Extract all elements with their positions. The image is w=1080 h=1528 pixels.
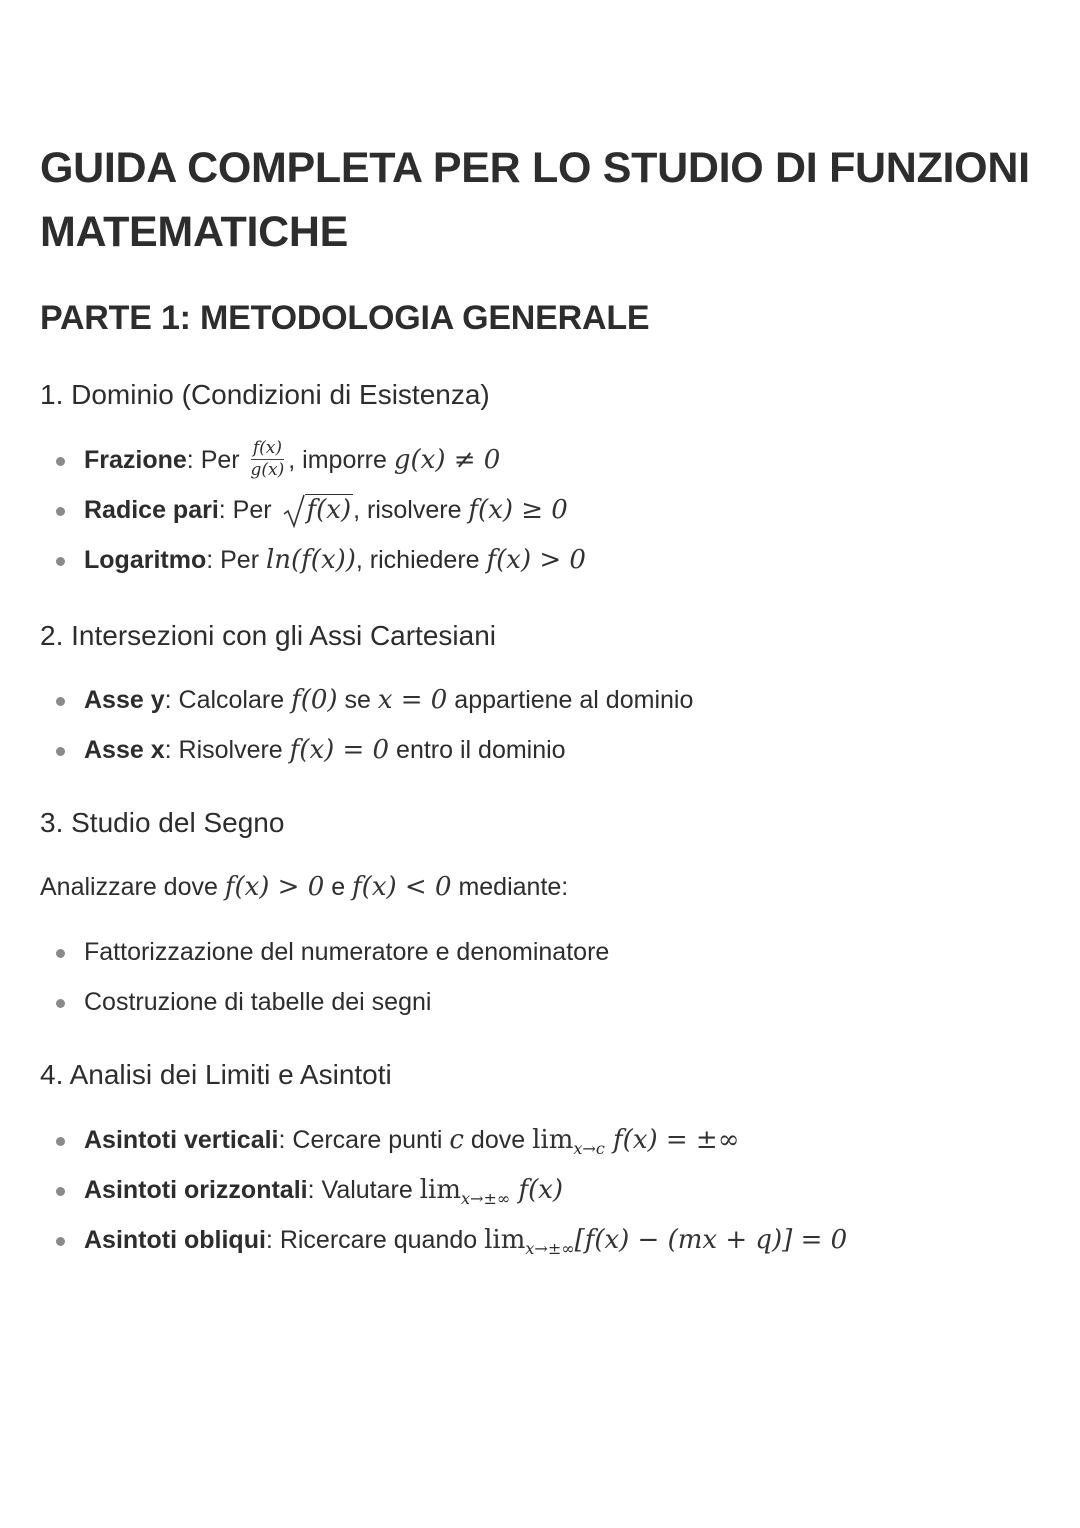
math-expression: f(x) = ±∞ — [604, 1125, 740, 1155]
item-term: Asintoti orizzontali — [84, 1176, 308, 1204]
list-item: Asintoti obliqui: Ricercare quando $\lim_{x\to\pm\infty}[f(x) - (mx + q)] = 0$ — [52, 1215, 847, 1265]
page-title: GUIDA COMPLETA PER LO STUDIO DI FUNZIONI MATEMATICHE — [40, 144, 1030, 256]
limit-subscript: x→c — [573, 1139, 605, 1158]
segno-list — [52, 927, 609, 1027]
section-heading-segno: 3. Studio del Segno — [40, 807, 285, 838]
intersezioni-list — [52, 675, 693, 775]
list-item: Logaritmo: Per ln(f(x)), richiedere f(x) > 0 — [52, 535, 586, 585]
list-item: Asse x: Risolvere f(x) = 0 entro il dominio — [52, 725, 693, 775]
limit-operator: lim — [532, 1125, 574, 1155]
list-item: Asintoti verticali: Cercare punti c dove $\lim_{x\to c} f(x)$ = ±∞ — [52, 1115, 847, 1165]
list-item: Asintoti orizzontali: Valutare $\lim_{x\to\pm\infty} f(x)$ — [52, 1165, 847, 1215]
math-expression: x = 0 — [377, 685, 448, 715]
section-heading-limiti: 4. Analisi dei Limiti e Asintoti — [40, 1059, 392, 1090]
math-expression: [f(x) − (mx + q)] = 0 — [574, 1225, 848, 1255]
list-item: Radice pari: Per f(x), risolvere f(x) ≥ 0 — [52, 485, 586, 535]
math-expression: ln(f(x)) — [265, 545, 356, 575]
list-item: Fattorizzazione del numeratore e denominatore — [52, 927, 609, 977]
limit-operator: lim — [419, 1175, 462, 1205]
section-heading-dominio: 1. Dominio (Condizioni di Esistenza) — [40, 379, 490, 410]
limit-subscript: x→±∞ — [525, 1239, 575, 1258]
math-expression: f(x) > 0 — [486, 545, 586, 575]
math-expression: f(x) > 0 — [224, 872, 325, 902]
math-expression: f(x) = 0 — [289, 735, 390, 765]
limit-operator: lim — [484, 1225, 526, 1255]
item-term: Logaritmo — [84, 546, 207, 574]
fraction: $\frac{f(x)}{g(x)}$ — [250, 437, 285, 480]
list-item: Frazione: Per $\frac{f(x)}{g(x)}$ , imporre g(x) ≠ 0 — [52, 435, 586, 485]
part-heading: PARTE 1: METODOLOGIA GENERALE — [40, 299, 650, 337]
math-expression: f(0) — [291, 685, 338, 715]
list-item: Asse y: Calcolare f(0) se x = 0 appartiene al dominio — [52, 675, 693, 725]
math-expression: f(x) — [510, 1175, 564, 1205]
square-root: f(x) — [283, 485, 354, 535]
math-expression: f(x) ≥ 0 — [468, 495, 568, 525]
list-item: Costruzione di tabelle dei segni — [52, 977, 609, 1027]
math-expression: f(x) < 0 — [352, 872, 452, 902]
segno-intro: Analizzare dove f(x) > 0 e f(x) < 0 mediante: — [40, 872, 569, 902]
section-heading-intersezioni: 2. Intersezioni con gli Assi Cartesiani — [40, 620, 496, 651]
limiti-list — [52, 1115, 847, 1265]
math-expression: g(x) ≠ 0 — [393, 445, 501, 475]
item-term: Asse y — [84, 686, 165, 714]
limit-subscript: x→±∞ — [461, 1189, 511, 1208]
item-term: Radice pari — [84, 496, 219, 524]
item-term: Asse x — [84, 736, 165, 764]
dominio-list — [52, 435, 586, 585]
math-expression: c — [449, 1125, 464, 1155]
item-term: Asintoti obliqui — [84, 1226, 266, 1254]
item-term: Frazione — [84, 446, 187, 474]
item-term: Asintoti verticali — [84, 1126, 279, 1154]
